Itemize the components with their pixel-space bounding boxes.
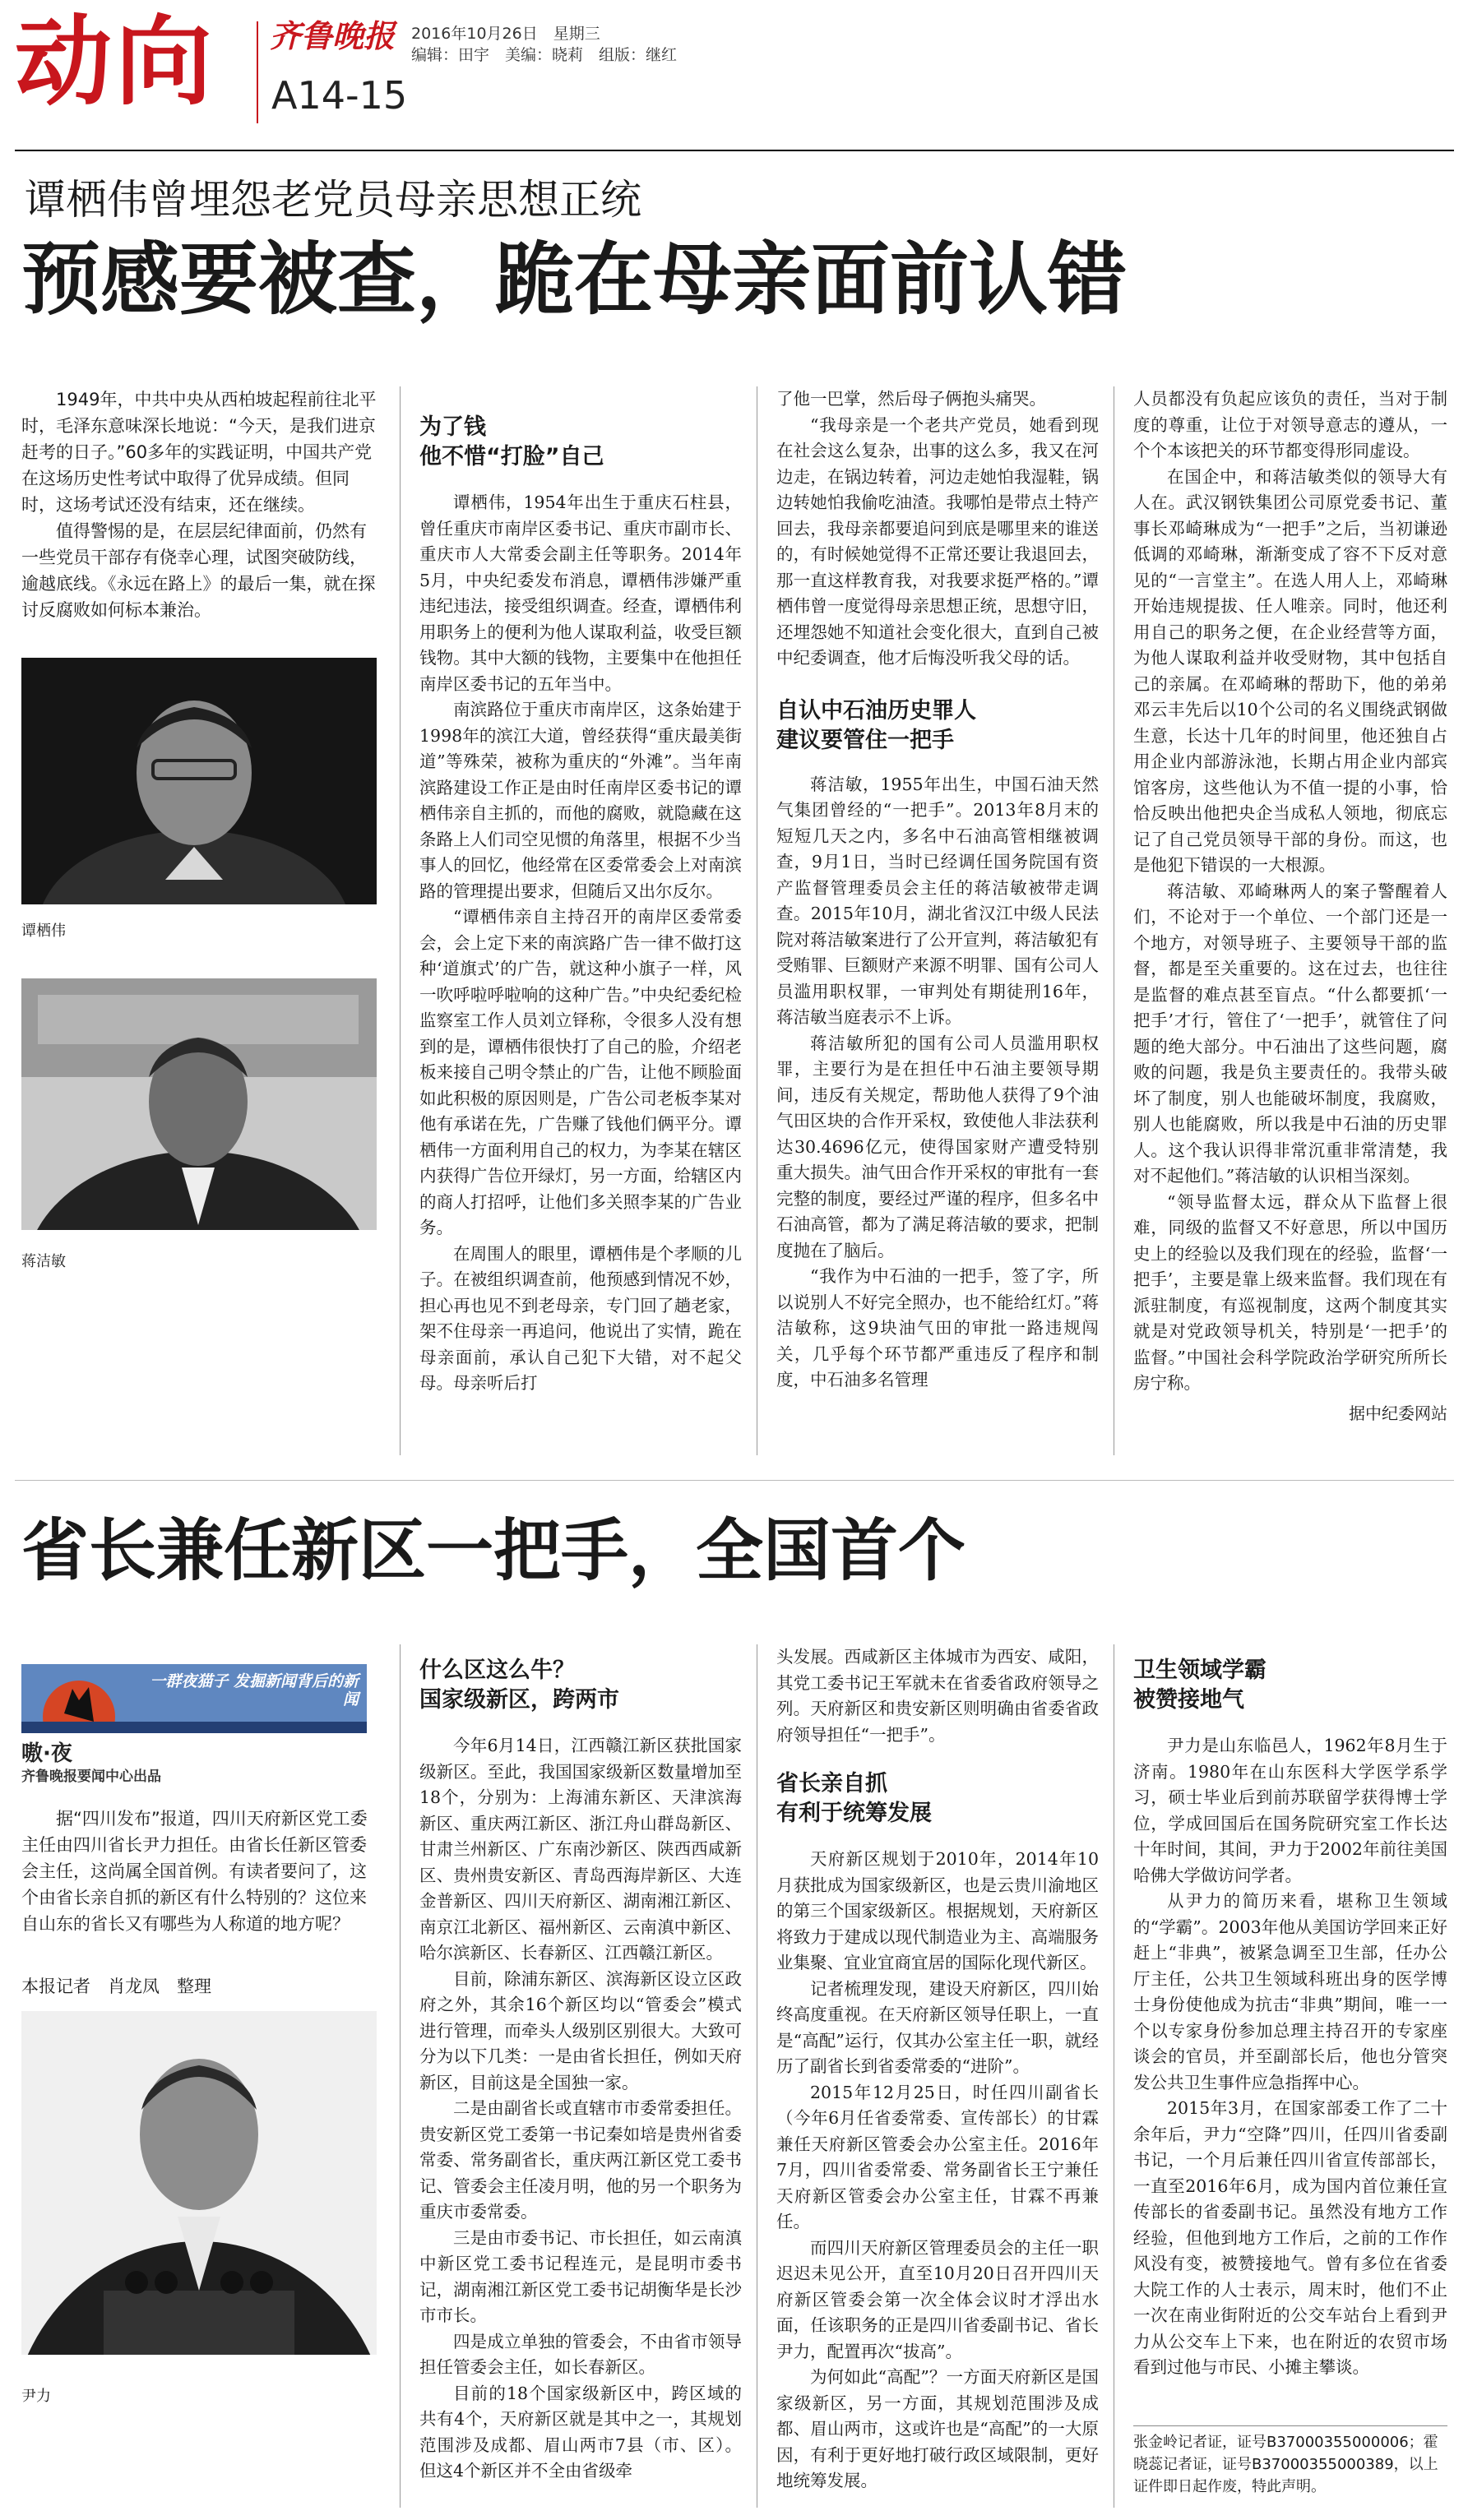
- paragraph: 四是成立单独的管委会，不由省市领导担任管委会主任，如长春新区。: [419, 2331, 742, 2377]
- paragraph: 蒋洁敏，1955年出生，中国石油天然气集团曾经的“一把手”。2013年8月末的短短几天之内，多名中石油高管相继被调查，9月1日，当时已经调任国务院国有资产监督管理委员会主任的蒋洁敏被带走调查。2015年10月，湖北省汉江中级人民法院对蒋洁敏案进行了公开宣判，蒋洁敏犯有受贿罪、巨额财产来源不明罪、国有公司人员滥用职权罪，一审判处有期徒刑16年，蒋洁敏当庭表示不上诉。: [776, 774, 1099, 1027]
- column-divider: [400, 386, 401, 1455]
- article-body: [419, 1733, 742, 2485]
- date-line: 2016年10月26日 星期三: [411, 25, 600, 43]
- story2-column-4: [1133, 1644, 1447, 2381]
- article-body: [776, 772, 1099, 1394]
- paragraph: 记者梳理发现，建设天府新区，四川始终高度重视。在天府新区领导任职上，一直是“高配”运行，仅其办公室主任一职，就经历了副省长到省委常委的“进阶”。: [776, 1978, 1099, 2076]
- paragraph: 而四川天府新区管理委员会的主任一职迟迟未见公开，直至10月20日召开四川天府新区管委会第一次全体会议时才浮出水面，任该职务的正是四川省委副书记、省长尹力，配置再次“拔高”。: [776, 2237, 1099, 2361]
- story1-lead: [21, 386, 380, 623]
- paragraph: 目前，除浦东新区、滨海新区设立区政府之外，其余16个新区均以“管委会”模式进行管理，而牵头人级别区别很大。大致可分为以下几类：一是由省长担任，例如天府新区，目前这是全国独一家。: [419, 1968, 742, 2092]
- paragraph: 天府新区规划于2010年，2014年10月获批成为国家级新区，也是云贵川渝地区的第三个国家级新区。根据规划，天府新区将致力于建成以现代制造业为主、高端服务业集聚、宜业宜商宜居的国际化现代新区。: [776, 1849, 1099, 1972]
- column-divider: [400, 1644, 401, 2508]
- paragraph: 南滨路位于重庆市南岸区，这条始建于1998年的滨江大道，曾经获得“重庆最美街道”等殊荣，被称为重庆的“外滩”。当年南滨路建设工作正是由时任南岸区委书记的谭栖伟亲自主抓的，而他的腐败，就隐藏在这条路上人们司空见惯的角落里，根据不少当事人的回忆，他经常在区委常委会上对南滨路的管理提出要求，但随后又出尔反尔。: [419, 700, 742, 901]
- subhead: 什么区这么牛？ 国家级新区，跨两市: [419, 1658, 619, 1713]
- byline: 本报记者 肖龙凤 整理: [21, 1977, 211, 1996]
- column-tagline: 一群夜猫子 发掘新闻背后的新闻: [150, 1672, 359, 1709]
- story2-column-2: [419, 1644, 742, 2485]
- copyright-notice: 张金岭记者证，证号B37000355000006；霍晓蕊记者证，证号B37000355000389，以上证件即日起作废，特此声明。: [1133, 2425, 1447, 2498]
- lead-paragraph: 1949年，中共中央从西柏坡起程前往北平时，毛泽东意味深长地说：“今天，是我们进京赶考的日子。”60多年的实践证明，中国共产党在这场历史性考试中取得了优异成绩。但同时，这场考试还没有结束，还在继续。: [21, 390, 377, 515]
- article-body: [1133, 386, 1447, 1397]
- masthead-rule: [15, 150, 1454, 151]
- story1-column-2: [419, 386, 742, 1397]
- paragraph: “领导监督太远，群众从下监督上很难，同级的监督又不好意思，所以中国历史上的经验以及我们现在的经验，监督‘一把手’，主要是靠上级来监督。我们现在有派驻制度，有巡视制度，这两个制度其实就是对党政领导机关，特别是‘一把手’的监督。”中国社会科学院政治学研究所所长房宁称。: [1133, 1191, 1447, 1393]
- paragraph: 2015年3月，在国家部委工作了二十余年后，尹力“空降”四川，任四川省委副书记，一个月后兼任四川省宣传部部长，一直至2016年6月，成为国内首位兼任宣传部长的省委副书记。虽然没有地方工作经验，但他到地方工作后，之前的工作作风没有变，被赞接地气。曾有多位在省委大院工作的人士表示，周末时，他们不止一次在南业街附近的公交车站台上看到尹力从公交车上下来，也在附近的农贸市场看到过他与市民、小摊主攀谈。: [1133, 2098, 1447, 2377]
- subhead: 卫生领域学霸 被赞接地气: [1133, 1658, 1267, 1713]
- paragraph: 从尹力的简历来看，堪称卫生领域的“学霸”。2003年他从美国访学回来正好赶上“非典”，被紧急调至卫生部，任办公厅主任，公共卫生领域科班出身的医学博士身份使他成为抗击“非典”期间，唯一一个以专家身份参加总理主持召开的专家座谈会的官员，并至副部长后，他也分管突发公共卫生事件应急指挥中心。: [1133, 1891, 1447, 2092]
- story2-headline: 省长兼任新区一把手，全国首个: [21, 1512, 966, 1590]
- paragraph: 头发展。西咸新区主体城市为西安、咸阳，其党工委书记王军就未在省委省政府领导之列。天府新区和贵安新区则明确由省委省政府领导担任“一把手”。: [776, 1647, 1099, 1745]
- paragraph: 了他一巴掌，然后母子俩抱头痛哭。: [776, 389, 1046, 409]
- paragraph: 在周围人的眼里，谭栖伟是个孝顺的儿子。在被组织调查前，他预感到情况不妙，担心再也见不到老母亲，专门回了趟老家，架不住母亲一再追问，他说出了实情，跪在母亲面前，承认自己犯下大错，对不起父母。母亲听后打: [419, 1243, 742, 1393]
- article-body: [1133, 1733, 1447, 2381]
- photo-tan-qiwei: [21, 658, 377, 904]
- article-body: [776, 1847, 1099, 2495]
- page-number: A14-15: [271, 73, 408, 118]
- story2-lead: [21, 1806, 377, 1937]
- lead-paragraph: 值得警惕的是，在层层纪律面前，仍然有一些党员干部存有侥幸心理，试图突破防线，逾越底线。《永远在路上》的最后一集，就在探讨反腐败如何标本兼治。: [21, 521, 376, 620]
- story1-column-3: [776, 386, 1099, 1394]
- paragraph: 蒋洁敏所犯的国有公司人员滥用职权罪，主要行为是在担任中石油主要领导期间，违反有关规定，帮助他人获得了9个油气田区块的合作开采权，致使他人非法获利达30.4696亿元，使得国家财产遭受特别重大损失。油气田合作开采权的审批有一套完整的制度，要经过严谨的程序，但多名中石油高管，都为了满足蒋洁敏的要求，把制度抛在了脑后。: [776, 1033, 1099, 1260]
- article-body: [776, 1644, 1099, 1748]
- column-logo: [21, 1664, 367, 1733]
- story2-column-3: [776, 1644, 1099, 2495]
- column-logo-sub: 齐鲁晚报要闻中心出品: [21, 1769, 161, 1785]
- paragraph: 谭栖伟，1954年出生于重庆石柱县，曾任重庆市南岸区委书记、重庆市副市长、重庆市人大常委会副主任等职务。2014年5月，中央纪委发布消息，谭栖伟涉嫌严重违纪违法，接受组织调查。经查，谭栖伟利用职务上的便利为他人谋取利益，收受巨额钱物。其中大额的钱物，主要集中在他担任南岸区委书记的五年当中。: [419, 492, 742, 694]
- paragraph: 人员都没有负起应该负的责任，当对于制度的尊重，让位于对领导意志的遵从，一个个本该把关的环节都变得形同虚设。: [1133, 389, 1447, 460]
- editors-line: 编辑：田宇 美编：晓莉 组版：继红: [411, 46, 678, 64]
- lead-paragraph: 据“四川发布”报道，四川天府新区党工委主任由四川省长尹力担任。由省长任新区管委会主任，这尚属全国首例。有读者要问了，这个由省长亲自抓的新区有什么特别的？这位来自山东的省长又有哪些为人称道的地方呢？: [21, 1809, 368, 1934]
- subhead: 省长亲自抓 有利于统筹发展: [776, 1771, 932, 1826]
- subhead: 为了钱 他不惜“打脸”自己: [419, 414, 604, 469]
- masthead-divider: [257, 21, 258, 123]
- subhead: 自认中石油历史罪人 建议要管住一把手: [776, 697, 976, 753]
- column-logo-name: 嗷·夜: [21, 1741, 72, 1766]
- paragraph: 为何如此“高配”？一方面天府新区是国家级新区，另一方面，其规划范围涉及成都、眉山两市，这或许也是“高配”的一大原因，有利于更好地打破行政区域限制，更好地统筹发展。: [776, 2367, 1099, 2490]
- photo-caption: 尹力: [21, 2388, 51, 2405]
- photo-caption: 谭栖伟: [21, 922, 66, 940]
- section-title: 动向: [15, 5, 216, 118]
- source-credit: 据中纪委网站: [1349, 1403, 1447, 1423]
- paragraph: 2015年12月25日，时任四川副省长（今年6月任省委常委、宣传部长）的甘霖兼任天府新区管委会办公室主任。2016年7月，四川省委常委、常务副省长王宁兼任天府新区管委会办公室主任，甘霖不再兼任。: [776, 2082, 1099, 2231]
- article-body: [419, 490, 742, 1397]
- story1-headline: 预感要被查，跪在母亲面前认错: [21, 234, 1127, 326]
- story-separator: [15, 1480, 1454, 1481]
- paragraph: “我母亲是一个老共产党员，她看到现在社会这么复杂，出事的这么多，我又在河边走，在锅边转着，河边走她怕我湿鞋，锅边转她怕我偷吃油渣。我哪怕是带点土特产回去，我母亲都要追问到底是哪里来的谁送的，有时候她觉得不正常还要让我退回去，那一直这样教育我，对我要求挺严格的。”谭栖伟曾一度觉得母亲思想正统，思想守旧，还埋怨她不知道社会变化很大，直到自己被中纪委调查，他才后悔没听我父母的话。: [776, 414, 1099, 668]
- paragraph: 目前的18个国家级新区中，跨区域的共有4个，天府新区就是其中之一，其规划范围涉及成都、眉山两市7县（市、区）。但这4个新区并不全由省级牵: [419, 2383, 742, 2481]
- photo-caption: 蒋洁敏: [21, 1253, 66, 1270]
- paragraph: 尹力是山东临邑人，1962年8月生于济南。1980年在山东医科大学医学系学习，硕士毕业后到前苏联留学获得博士学位，学成回国后在国务院研究室工作长达十年时间，其间，尹力于2002年前往美国哈佛大学做访问学者。: [1133, 1736, 1447, 1885]
- paragraph: 二是由副省长或直辖市市委常委担任。贵安新区党工委第一书记秦如培是贵州省委常委、常务副省长，重庆两江新区党工委书记、管委会主任凌月明，他的另一个职务为重庆市委常委。: [419, 2098, 742, 2222]
- photo-jiang-jiemin: [21, 978, 377, 1230]
- paragraph: “谭栖伟亲自主持召开的南岸区委常委会，会上定下来的南滨路广告一律不做打这种‘道旗式’的广告，就这种小旗子一样，风一吹呼啦呼啦响的这种广告。”中央纪委纪检监察室工作人员刘立铎称，令很多人没有想到的是，谭栖伟很快打了自己的脸，介绍老板来接自己明令禁止的广告，让他不顾脸面如此积极的原因则是，广告公司老板李某对他有承诺在先，广告赚了钱他们俩平分。谭栖伟一方面利用自己的权力，为李某在辖区内获得广告位开绿灯，另一方面，给辖区内的商人打招呼，让他们多关照李某的广告业务。: [419, 907, 742, 1237]
- paragraph: 在国企中，和蒋洁敏类似的领导大有人在。武汉钢铁集团公司原党委书记、董事长邓崎琳成为“一把手”之后，当初谦逊低调的邓崎琳，渐渐变成了容不下反对意见的“一言堂主”。在选人用人上，邓崎琳开始违规提拔、任人唯亲。同时，他还利用自己的职务之便，在企业经营等方面，为他人谋取利益并收受财物，其中包括自己的亲属。在邓崎琳的帮助下，他的弟弟邓云丰先后以10个公司的名义围绕武钢做生意，长达十几年的时间里，他还独自占用企业内部游泳池，长期占用企业内部宾馆客房，这些他认为不值一提的小事，恰恰反映出他把央企当成私人领地，彻底忘记了自己党员领导干部的身份。而这，也是他犯下错误的一大根源。: [1133, 466, 1447, 875]
- paragraph: 今年6月14日，江西赣江新区获批国家级新区。至此，我国国家级新区数量增加至18个，分别为：上海浦东新区、天津滨海新区、重庆两江新区、浙江舟山群岛新区、甘肃兰州新区、广东南沙新区、陕西西咸新区、贵州贵安新区、青岛西海岸新区、大连金普新区、四川天府新区、湖南湘江新区、南京江北新区、福州新区、云南滇中新区、哈尔滨新区、长春新区、江西赣江新区。: [419, 1736, 742, 1963]
- paragraph: “我作为中石油的一把手，签了字，所以说别人不好完全照办，也不能给红灯。”蒋洁敏称，这9块油气田的审批一路违规闯关，几乎每个环节都严重违反了程序和制度，中石油多名管理: [776, 1266, 1099, 1389]
- paragraph: 三是由市委书记、市长担任，如云南滇中新区党工委书记程连元，是昆明市委书记，湖南湘江新区党工委书记胡衡华是长沙市市长。: [419, 2227, 742, 2325]
- masthead: [0, 0, 1468, 148]
- story1-column-4: [1133, 386, 1447, 1424]
- paper-logo: 齐鲁晚报: [270, 17, 396, 54]
- story1-kicker: 谭栖伟曾埋怨老党员母亲思想正统: [25, 176, 641, 224]
- article-body: [776, 386, 1099, 672]
- photo-yin-li: [21, 2011, 377, 2355]
- paragraph: 蒋洁敏、邓崎琳两人的案子警醒着人们，不论对于一个单位、一个部门还是一个地方，对领导班子、主要领导干部的监督，都是至关重要的。这在过去，也往往是监督的难点甚至盲点。“什么都要抓‘一把手’才行，管住了‘一把手’，就管住了问题的绝大部分。中石油出了这些问题，腐败的问题，我是负主要责任的。我带头破坏了制度，别人也能破坏制度，我腐败，别人也能腐败，所以我是中石油的历史罪人。这个我认识得非常沉重非常清楚，我对不起他们。”蒋洁敏的认识相当深刻。: [1133, 881, 1447, 1186]
